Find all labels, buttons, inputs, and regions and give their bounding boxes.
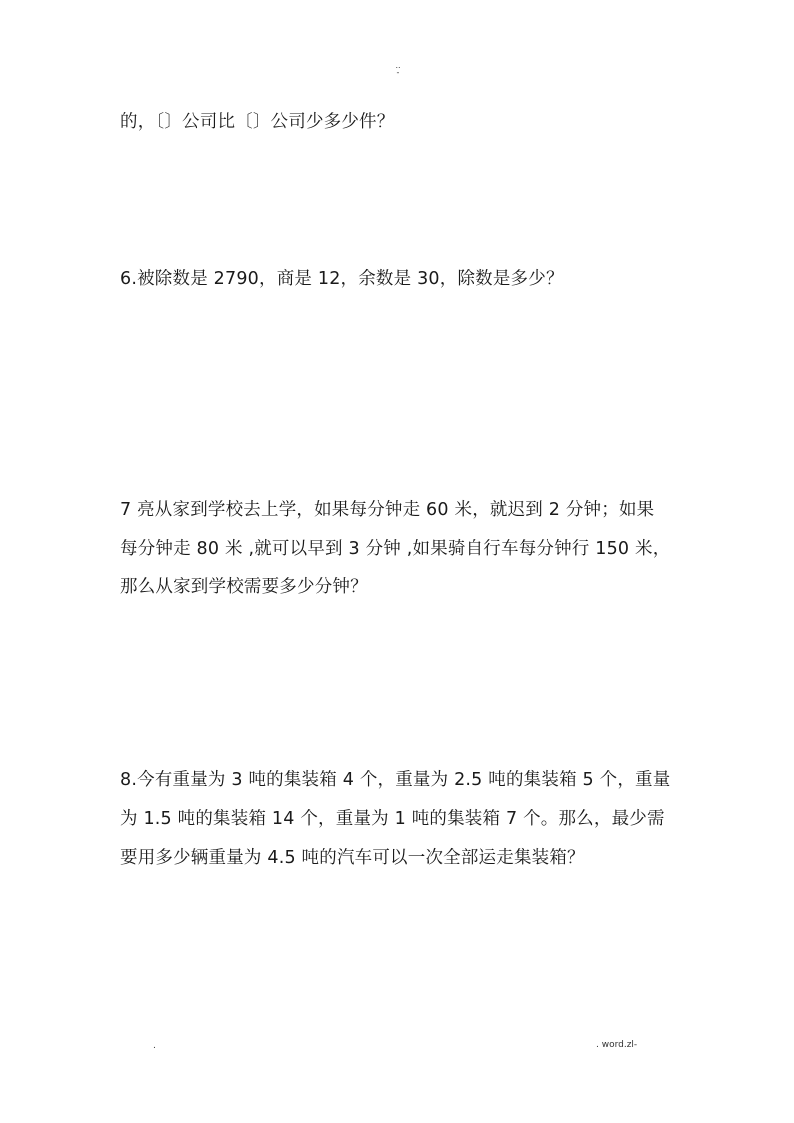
footer-watermark: . word.zl- bbox=[596, 1040, 638, 1050]
question-7-line-1: 7 亮从家到学校去上学，如果每分钟走 60 米，就迟到 2 分钟；如果 bbox=[120, 500, 655, 520]
page-header-mark bbox=[388, 62, 408, 76]
question-7-line-2: 每分钟走 80 米 ,就可以早到 3 分钟 ,如果骑自行车每分钟行 150 米， bbox=[120, 539, 671, 559]
question-5-continuation: 的，〔〕公司比〔〕公司少多少件？ bbox=[120, 112, 395, 132]
question-8-line-3: 要用多少辆重量为 4.5 吨的汽车可以一次全部运走集装箱？ bbox=[120, 848, 585, 868]
question-8-line-2: 为 1.5 吨的集装箱 14 个，重量为 1 吨的集装箱 7 个。那么，最少需 bbox=[120, 809, 665, 829]
question-6: 6.被除数是 2790，商是 12，余数是 30，除数是多少？ bbox=[120, 269, 564, 289]
header-mark-bottom: - bbox=[396, 68, 400, 77]
header-mark-top: .. bbox=[395, 61, 401, 70]
question-8-line-1: 8.今有重量为 3 吨的集装箱 4 个，重量为 2.5 吨的集装箱 5 个，重量 bbox=[120, 770, 671, 790]
question-7-line-3: 那么从家到学校需要多少分钟？ bbox=[120, 577, 368, 597]
footer-left-mark: . bbox=[153, 1041, 156, 1051]
